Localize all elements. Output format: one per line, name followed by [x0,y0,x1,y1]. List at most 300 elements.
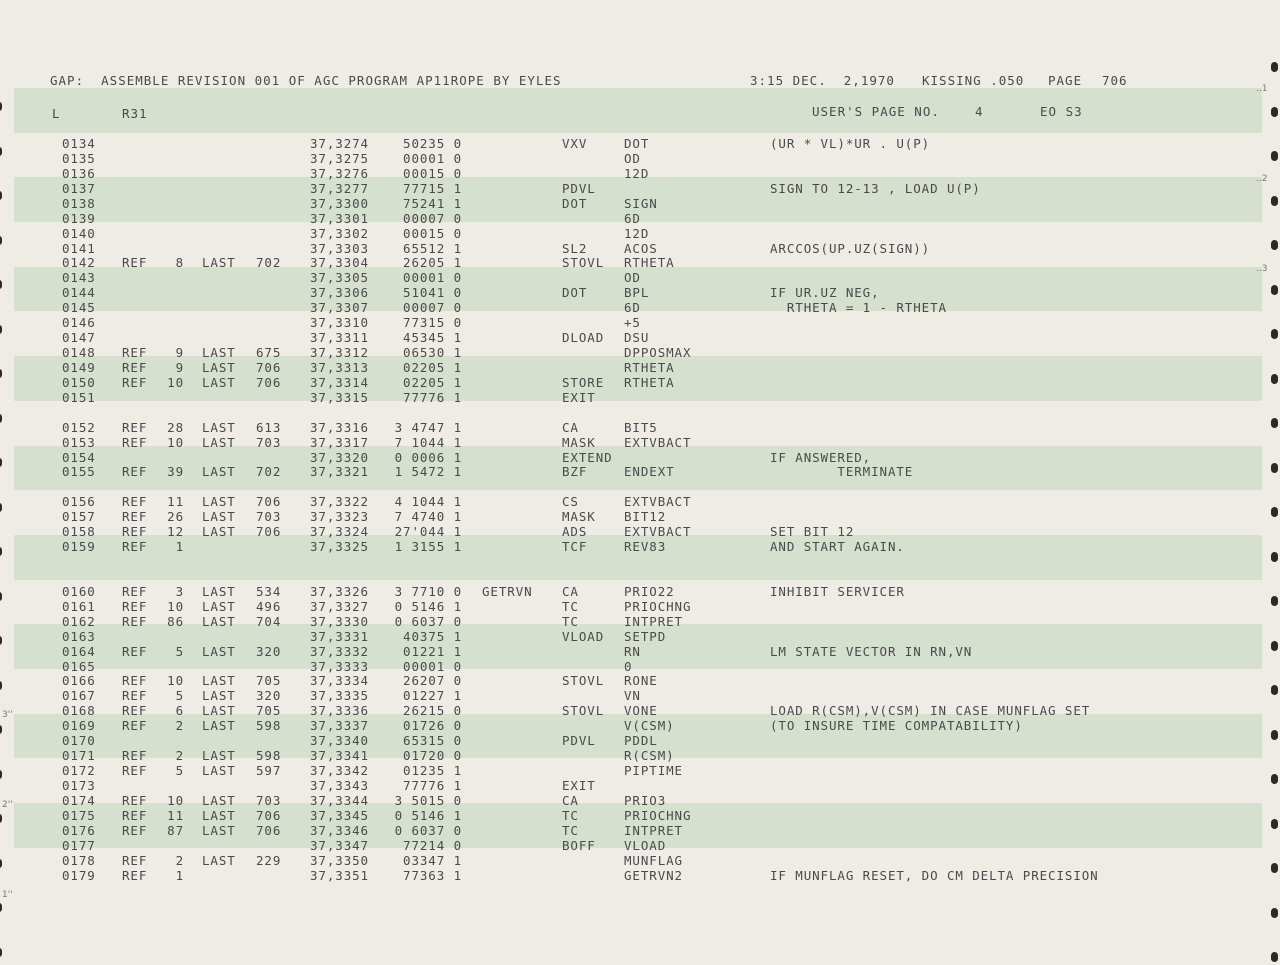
cell-op: EXIT [562,389,596,405]
cell-operand: ENDEXT [624,464,675,480]
cell-l: 0168 [62,703,96,719]
listing-line [0,270,1250,285]
cell-ln: 706 [256,524,282,540]
cell-op: STOVL [562,255,605,271]
listing-line [0,151,1250,166]
cell-ref: REF [122,583,148,599]
listing-line [0,464,1250,479]
cell-code: 01221 1 [403,643,462,659]
cell-ref: REF [122,255,148,271]
cell-op: CA [562,792,579,808]
cell-l: 0145 [62,300,96,316]
listing-line [0,614,1250,629]
cell-code: 00007 0 [403,210,462,226]
cell-l: 0142 [62,255,96,271]
listing-line [0,330,1250,345]
cell-addr: 37,3304 [310,255,369,271]
cell-operand: INTPRET [624,613,683,629]
feed-hole [1271,730,1278,740]
cell-l: 0156 [62,494,96,510]
cell-l: 0169 [62,718,96,734]
cell-addr: 37,3332 [310,643,369,659]
cell-ref: REF [122,852,148,868]
cell-operand: V(CSM) [624,718,675,734]
cell-comment: LM STATE VECTOR IN RN,VN [770,643,973,659]
listing-line [0,808,1250,823]
cell-last: LAST [202,673,236,689]
cell-addr: 37,3316 [310,419,369,435]
cell-l: 0157 [62,509,96,525]
cell-ln: 320 [256,688,282,704]
cell-operand: VONE [624,703,658,719]
cell-l: 0151 [62,389,96,405]
cell-code: 7 1044 1 [394,434,462,450]
cell-ref: REF [122,792,148,808]
cell-code: 40375 1 [403,628,462,644]
cell-code: 77363 1 [403,867,462,883]
feed-hole [1271,463,1278,473]
cell-rn: 5 [175,688,184,704]
cell-operand: BIT12 [624,509,667,525]
cell-op: MASK [562,434,596,450]
cell-l: 0167 [62,688,96,704]
cell-ln: 675 [256,345,282,361]
cell-rn: 28 [167,419,184,435]
cell-l: 0147 [62,330,96,346]
cell-operand: R(CSM) [624,748,675,764]
cell-operand: RONE [624,673,658,689]
margin-note-2in: 2'' [2,800,13,810]
cell-rn: 10 [167,673,184,689]
cell-addr: 37,3306 [310,285,369,301]
header-users-page: USER'S PAGE NO. [812,104,940,119]
cell-addr: 37,3333 [310,658,369,674]
cell-rn: 11 [167,807,184,823]
cell-code: 01726 0 [403,718,462,734]
cell-last: LAST [202,464,236,480]
feed-hole-left [0,681,2,690]
cell-operand: PRIOCHNG [624,598,692,614]
listing-line [0,718,1250,733]
cell-rn: 6 [175,703,184,719]
cell-operand: 0 [624,658,633,674]
feed-hole-left [0,503,2,512]
cell-addr: 37,3275 [310,150,369,166]
cell-comment: INHIBIT SERVICER [770,583,905,599]
cell-comment: SIGN TO 12-13 , LOAD U(P) [770,180,981,196]
listing-line [0,629,1250,644]
cell-code: 3 7710 0 [394,583,462,599]
cell-code: 06530 1 [403,345,462,361]
cell-ref: REF [122,359,148,375]
cell-l: 0146 [62,315,96,331]
cell-addr: 37,3327 [310,598,369,614]
cell-code: 26205 1 [403,255,462,271]
cell-last: LAST [202,434,236,450]
feed-hole-left [0,592,2,601]
header-routine: R31 [122,106,148,121]
cell-code: 02205 1 [403,359,462,375]
cell-operand: 6D [624,210,641,226]
listing-line [0,733,1250,748]
cell-l: 0134 [62,136,96,151]
cell-l: 0160 [62,583,96,599]
feed-hole [1271,196,1278,206]
margin-note-right-1: ..1 [1256,84,1268,94]
cell-addr: 37,3342 [310,763,369,779]
cell-operand: REV83 [624,539,667,555]
cell-last: LAST [202,419,236,435]
cell-op: DOT [562,285,588,301]
cell-operand: DSU [624,330,650,346]
cell-operand: SETPD [624,628,667,644]
cell-code: 1 5472 1 [394,464,462,480]
feed-hole [1271,819,1278,829]
cell-operand: ACOS [624,240,658,256]
cell-comment: (UR * VL)*UR . U(P) [770,136,931,151]
cell-l: 0175 [62,807,96,823]
cell-operand: DOT [624,136,650,151]
cell-ref: REF [122,867,148,883]
cell-ref: REF [122,807,148,823]
cell-operand: BIT5 [624,419,658,435]
cell-op: CS [562,494,579,510]
cell-l: 0149 [62,359,96,375]
listing-line [0,599,1250,614]
feed-hole [1271,685,1278,695]
cell-ref: REF [122,464,148,480]
cell-code: 77214 0 [403,837,462,853]
cell-ref: REF [122,763,148,779]
listing-line [0,763,1250,778]
cell-last: LAST [202,748,236,764]
cell-ln: 613 [256,419,282,435]
cell-ln: 597 [256,763,282,779]
feed-hole [1271,240,1278,250]
cell-op: TCF [562,539,588,555]
cell-op: ADS [562,524,588,540]
listing-line [0,285,1250,300]
cell-addr: 37,3320 [310,449,369,465]
cell-code: 45345 1 [403,330,462,346]
cell-code: 0 6037 0 [394,613,462,629]
cell-last: LAST [202,359,236,375]
cell-ln: 229 [256,852,282,868]
cell-l: 0135 [62,150,96,166]
cell-op: EXIT [562,777,596,793]
cell-operand: RTHETA [624,359,675,375]
feed-hole [1271,62,1278,72]
cell-ref: REF [122,822,148,838]
cell-ln: 705 [256,673,282,689]
cell-ref: REF [122,718,148,734]
cell-l: 0137 [62,180,96,196]
cell-ln: 706 [256,374,282,390]
cell-l: 0158 [62,524,96,540]
cell-rn: 2 [175,748,184,764]
cell-op: TC [562,822,579,838]
listing-line [0,748,1250,763]
cell-comment: SET BIT 12 [770,524,855,540]
cell-addr: 37,3341 [310,748,369,764]
cell-ln: 706 [256,822,282,838]
cell-code: 01227 1 [403,688,462,704]
cell-addr: 37,3276 [310,165,369,181]
cell-ln: 320 [256,643,282,659]
feed-hole [1271,151,1278,161]
cell-ref: REF [122,688,148,704]
cell-ln: 598 [256,748,282,764]
cell-last: LAST [202,524,236,540]
cell-operand: EXTVBACT [624,524,692,540]
cell-rn: 10 [167,374,184,390]
cell-code: 4 1044 1 [394,494,462,510]
cell-last: LAST [202,509,236,525]
cell-ref: REF [122,374,148,390]
cell-comment: (TO INSURE TIME COMPATABILITY) [770,718,1023,734]
header-date: 3:15 DEC. 2,1970 [750,73,895,88]
cell-code: 0 0006 1 [394,449,462,465]
cell-ln: 706 [256,494,282,510]
cell-last: LAST [202,822,236,838]
feed-hole-left [0,147,2,156]
cell-operand: VN [624,688,641,704]
listing-line [0,673,1250,688]
cell-ref: REF [122,419,148,435]
cell-last: LAST [202,807,236,823]
cell-operand: 12D [624,165,650,181]
cell-op: DLOAD [562,330,605,346]
listing-line [0,584,1250,599]
cell-code: 7 4740 1 [394,509,462,525]
cell-code: 0 5146 1 [394,598,462,614]
feed-hole [1271,552,1278,562]
cell-rn: 10 [167,598,184,614]
cell-addr: 37,3340 [310,733,369,749]
listing-line [0,524,1250,539]
cell-last: LAST [202,494,236,510]
listing-line [0,360,1250,375]
cell-l: 0143 [62,270,96,286]
cell-l: 0171 [62,748,96,764]
cell-addr: 37,3315 [310,389,369,405]
cell-op: PDVL [562,180,596,196]
cell-operand: DPPOSMAX [624,345,692,361]
cell-l: 0141 [62,240,96,256]
listing-line [0,688,1250,703]
cell-addr: 37,3301 [310,210,369,226]
cell-op: DOT [562,195,588,211]
cell-op: CA [562,583,579,599]
cell-rn: 1 [175,867,184,883]
cell-addr: 37,3317 [310,434,369,450]
cell-addr: 37,3343 [310,777,369,793]
cell-rn: 5 [175,763,184,779]
cell-l: 0176 [62,822,96,838]
cell-addr: 37,3310 [310,315,369,331]
cell-addr: 37,3312 [310,345,369,361]
listing-line [0,196,1250,211]
cell-op: VXV [562,136,588,151]
cell-code: 00001 0 [403,270,462,286]
cell-rn: 8 [175,255,184,271]
cell-l: 0136 [62,165,96,181]
cell-l: 0165 [62,658,96,674]
cell-ref: REF [122,643,148,659]
cell-rn: 9 [175,345,184,361]
cell-ln: 534 [256,583,282,599]
listing-line [0,435,1250,450]
cell-operand: OD [624,150,641,166]
cell-op: TC [562,598,579,614]
cell-addr: 37,3337 [310,718,369,734]
cell-code: 00015 0 [403,225,462,241]
cell-l: 0177 [62,837,96,853]
cell-code: 50235 0 [403,136,462,151]
cell-last: LAST [202,374,236,390]
listing-line [0,659,1250,674]
cell-l: 0153 [62,434,96,450]
feed-hole [1271,329,1278,339]
cell-addr: 37,3326 [310,583,369,599]
cell-code: 01720 0 [403,748,462,764]
cell-operand: PRIOCHNG [624,807,692,823]
header-tag: KISSING .050 [922,73,1025,88]
feed-hole [1271,596,1278,606]
cell-addr: 37,3351 [310,867,369,883]
cell-last: LAST [202,255,236,271]
cell-op: TC [562,807,579,823]
cell-addr: 37,3344 [310,792,369,808]
cell-comment: ARCCOS(UP.UZ(SIGN)) [770,240,931,256]
cell-addr: 37,3313 [310,359,369,375]
cell-code: 3 4747 1 [394,419,462,435]
listing-line [0,211,1250,226]
cell-rn: 11 [167,494,184,510]
cell-code: 1 3155 1 [394,539,462,555]
cell-operand: VLOAD [624,837,667,853]
cell-last: LAST [202,688,236,704]
cell-rn: 3 [175,583,184,599]
cell-code: 00001 0 [403,150,462,166]
cell-comment: TERMINATE [770,464,914,480]
cell-op: SL2 [562,240,588,256]
cell-operand: INTPRET [624,822,683,838]
feed-hole [1271,374,1278,384]
listing-line [0,823,1250,838]
feed-hole-left [0,859,2,868]
cell-ref: REF [122,509,148,525]
cell-last: LAST [202,703,236,719]
cell-ref: REF [122,748,148,764]
cell-ref: REF [122,494,148,510]
cell-l: 0155 [62,464,96,480]
cell-l: 0170 [62,733,96,749]
cell-code: 75241 1 [403,195,462,211]
cell-operand: BPL [624,285,650,301]
cell-l: 0154 [62,449,96,465]
cell-rn: 39 [167,464,184,480]
cell-ln: 703 [256,509,282,525]
cell-l: 0164 [62,643,96,659]
cell-ref: REF [122,673,148,689]
cell-rn: 1 [175,539,184,555]
feed-hole-left [0,948,2,957]
listing-line [0,241,1250,256]
header-page-label: PAGE [1048,73,1083,88]
cell-addr: 37,3345 [310,807,369,823]
cell-addr: 37,3346 [310,822,369,838]
listing-line [0,375,1250,390]
cell-ln: 706 [256,807,282,823]
cell-op: BZF [562,464,588,480]
cell-rn: 5 [175,643,184,659]
cell-l: 0166 [62,673,96,689]
cell-comment: RTHETA = 1 - RTHETA [770,300,947,316]
cell-addr: 37,3335 [310,688,369,704]
cell-operand: RTHETA [624,374,675,390]
cell-ln: 702 [256,255,282,271]
cell-l: 0173 [62,777,96,793]
cell-l: 0138 [62,195,96,211]
cell-code: 02205 1 [403,374,462,390]
header-left-col: L [52,106,61,121]
cell-addr: 37,3302 [310,225,369,241]
cell-ref: REF [122,434,148,450]
cell-code: 0 6037 0 [394,822,462,838]
cell-addr: 37,3334 [310,673,369,689]
header-users-page-no: 4 [975,104,984,119]
feed-hole-left [0,325,2,334]
margin-note-right-2: ..2 [1256,174,1268,184]
margin-note-3in: 3'' [2,710,13,720]
cell-op: STOVL [562,673,605,689]
listing-line [0,838,1250,853]
listing-line [0,390,1250,405]
cell-addr: 37,3274 [310,136,369,151]
cell-comment: IF UR.UZ NEG, [770,285,880,301]
cell-last: LAST [202,583,236,599]
cell-last: LAST [202,345,236,361]
listing-line [0,868,1250,883]
listing-line [0,853,1250,868]
cell-l: 0162 [62,613,96,629]
feed-hole-left [0,770,2,779]
feed-hole [1271,641,1278,651]
cell-addr: 37,3314 [310,374,369,390]
cell-op: STOVL [562,703,605,719]
cell-l: 0139 [62,210,96,226]
listing-line [0,255,1250,270]
cell-code: 77776 1 [403,389,462,405]
feed-hole [1271,285,1278,295]
cell-code: 65315 0 [403,733,462,749]
cell-l: 0140 [62,225,96,241]
cell-code: 03347 1 [403,852,462,868]
cell-l: 0159 [62,539,96,555]
cell-code: 3 5015 0 [394,792,462,808]
cell-operand: RN [624,643,641,659]
cell-last: LAST [202,598,236,614]
cell-op: VLOAD [562,628,605,644]
cell-addr: 37,3300 [310,195,369,211]
cell-tag: GETRVN [482,583,533,599]
cell-operand: PDDL [624,733,658,749]
cell-last: LAST [202,852,236,868]
cell-rn: 2 [175,852,184,868]
cell-code: 00007 0 [403,300,462,316]
listing-line [0,226,1250,241]
